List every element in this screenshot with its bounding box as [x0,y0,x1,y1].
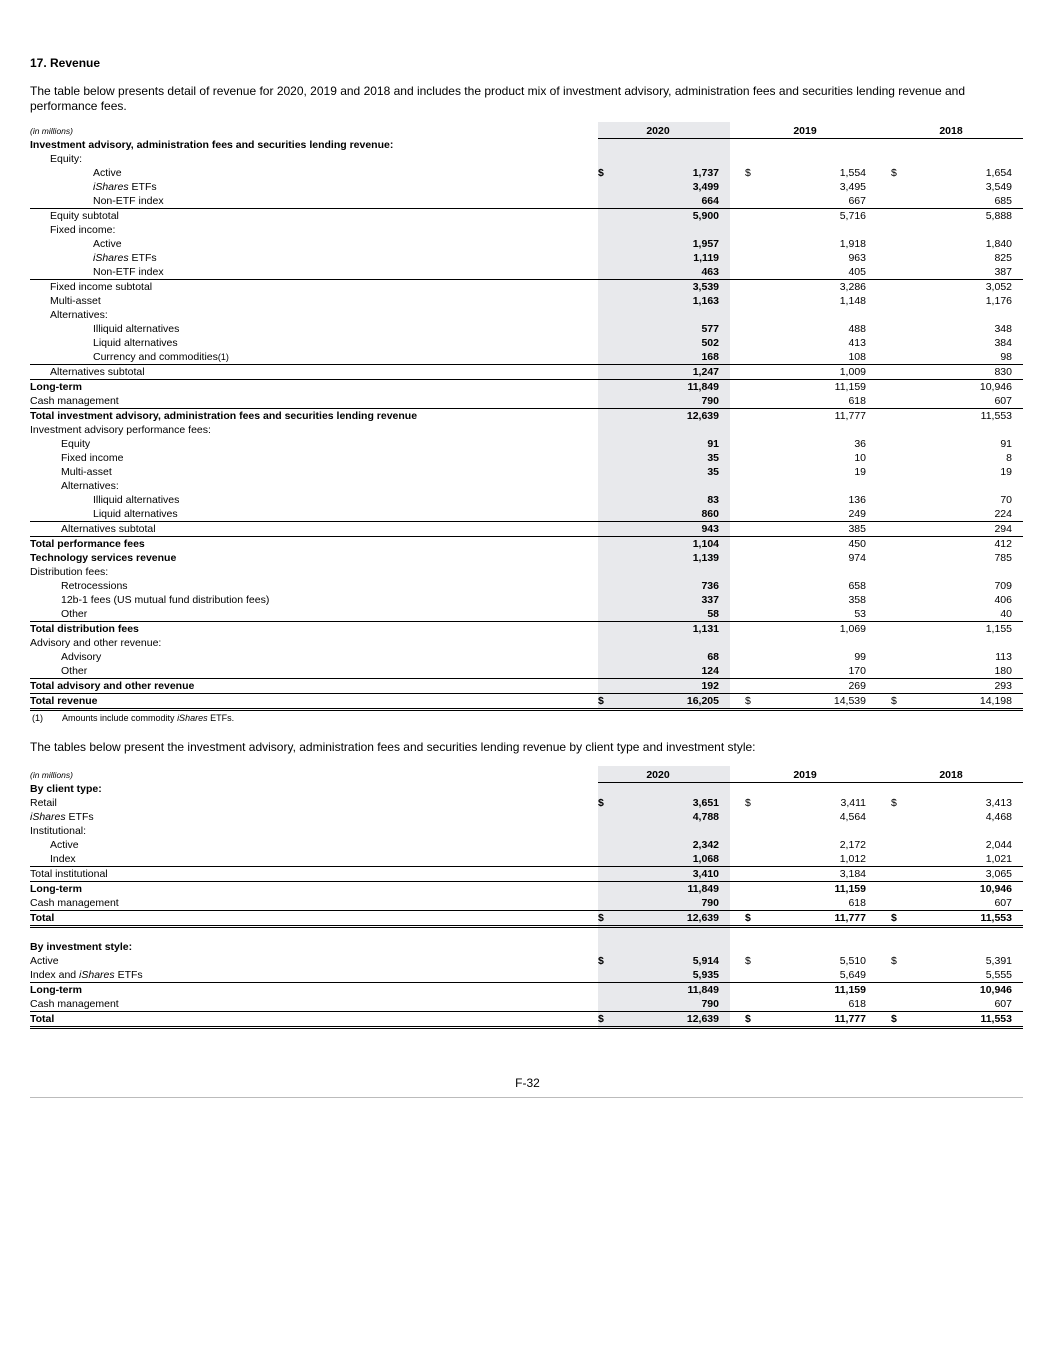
table-row: Alternatives subtotal 943 385 294 [30,521,1023,536]
table-row: iShares ETFs 3,499 3,495 3,549 [93,181,1012,193]
table-row: Currency and commodities(1) 168 108 98 [93,351,1012,363]
table-row: Index and iShares ETFs 5,935 5,649 5,555 [30,969,1012,981]
section-heading: 17. Revenue [30,56,101,70]
table-row: Liquid alternatives 502 413 384 [93,337,1012,349]
year-2018: 2018 [939,769,963,781]
table-row: iShares ETFs 1,119 963 825 [93,252,1012,264]
table-row: Total advisory and other revenue 192 269 293 [30,678,1023,693]
table-row: Cash management 790 618 607 [30,998,1012,1010]
table-row: Active $ 1,737 $ 1,554 $ 1,654 [93,167,1012,179]
table-row: 12b-1 fees (US mutual fund distribution fees) 337 358 406 [61,594,1012,606]
year-2019: 2019 [793,769,817,781]
table-row: Illiquid alternatives 83 136 70 [93,494,1012,506]
page-number: F-32 [515,1076,540,1090]
table-row: Long-term 11,849 11,159 10,946 [30,379,1023,394]
table-row: Advisory 68 99 113 [61,651,1012,663]
table-row: By client type: [30,783,102,795]
table-row: Investment advisory performance fees: [30,424,211,436]
table-row: Equity: [50,153,83,165]
table-row: Equity 91 36 91 [61,438,1012,450]
table-row: Advisory and other revenue: [30,637,162,649]
table-row: Total revenue $ 16,205 $ 14,539 $ 14,198 [30,693,1023,711]
table-row: Total performance fees 1,104 450 412 [30,536,1023,551]
table-row: Retrocessions 736 658 709 [61,580,1012,592]
table-row: Cash management 790 618 607 [30,395,1012,407]
table-row: Alternatives: [50,309,108,321]
table-row: Cash management 790 618 607 [30,897,1012,909]
table-row: Total distribution fees 1,131 1,069 1,155 [30,621,1023,636]
table-row: Active 2,342 2,172 2,044 [50,839,1012,851]
table-row: Technology services revenue 1,139 974 785 [30,552,1012,564]
table-header [30,124,1023,138]
table-row: Equity subtotal 5,900 5,716 5,888 [30,208,1023,223]
table-row: Liquid alternatives 860 249 224 [93,508,1012,520]
intro-paragraph-2: The tables below present the investment advisory, administration fees and securities lending revenue by client type and investment style: [30,740,756,754]
table-header [30,768,1023,782]
table-row: Active 1,957 1,918 1,840 [93,238,1012,250]
table-row: Fixed income: [50,224,116,236]
table-row: Other 58 53 40 [61,608,1012,620]
table-row: Non-ETF index 664 667 685 [93,195,1012,207]
table-row: Total $ 12,639 $ 11,777 $ 11,553 [30,910,1023,928]
table-row: Institutional: [30,825,87,837]
table-row: Investment advisory, administration fees and securities lending revenue: [30,139,394,151]
table-row: Multi-asset 1,163 1,148 1,176 [50,295,1012,307]
table-row: iShares ETFs 4,788 4,564 4,468 [30,811,1012,823]
units-label: (in millions) [30,126,73,136]
table-row: Illiquid alternatives 577 488 348 [93,323,1012,335]
table-row: Retail $ 3,651 $ 3,411 $ 3,413 [30,797,1012,809]
revenue-table [30,124,1023,711]
year-2020: 2020 [646,125,670,137]
units-label: (in millions) [30,770,73,780]
footnote: (1) Amounts include commodity iShares ETFs. [32,713,235,723]
year-2020: 2020 [646,769,670,781]
footer-divider [30,1097,1023,1098]
table-row: Index 1,068 1,012 1,021 [50,853,1012,865]
intro-paragraph: The table below presents detail of revenue for 2020, 2019 and 2018 and includes the product mix of investment advisory, administration fees and securities lending revenue and performance fees. [30,84,966,113]
table-row: By investment style: [30,941,133,953]
year-2019: 2019 [793,125,817,137]
table-row: Active $ 5,914 $ 5,510 $ 5,391 [30,955,1012,967]
table-row: Alternatives subtotal 1,247 1,009 830 [30,364,1023,379]
table-row: Alternatives: [61,480,119,492]
table-row: Long-term 11,849 11,159 10,946 [30,982,1023,997]
table-row: Multi-asset 35 19 19 [61,466,1012,478]
table-row: Fixed income 35 10 8 [61,452,1012,464]
table-row: Fixed income subtotal 3,539 3,286 3,052 [30,279,1023,294]
table-row: Long-term 11,849 11,159 10,946 [30,881,1023,896]
client-type-table [30,768,1023,1029]
spacer [30,928,1023,940]
table-row: Non-ETF index 463 405 387 [93,266,1012,278]
table-row: Distribution fees: [30,566,109,578]
table-row: Other 124 170 180 [61,665,1012,677]
table-row: Total $ 12,639 $ 11,777 $ 11,553 [30,1011,1023,1029]
table-row: Total investment advisory, administration fees and securities lending revenue 12,639 11,777 11,553 [30,408,1023,423]
table-row: Total institutional 3,410 3,184 3,065 [30,866,1023,881]
year-2018: 2018 [939,125,963,137]
